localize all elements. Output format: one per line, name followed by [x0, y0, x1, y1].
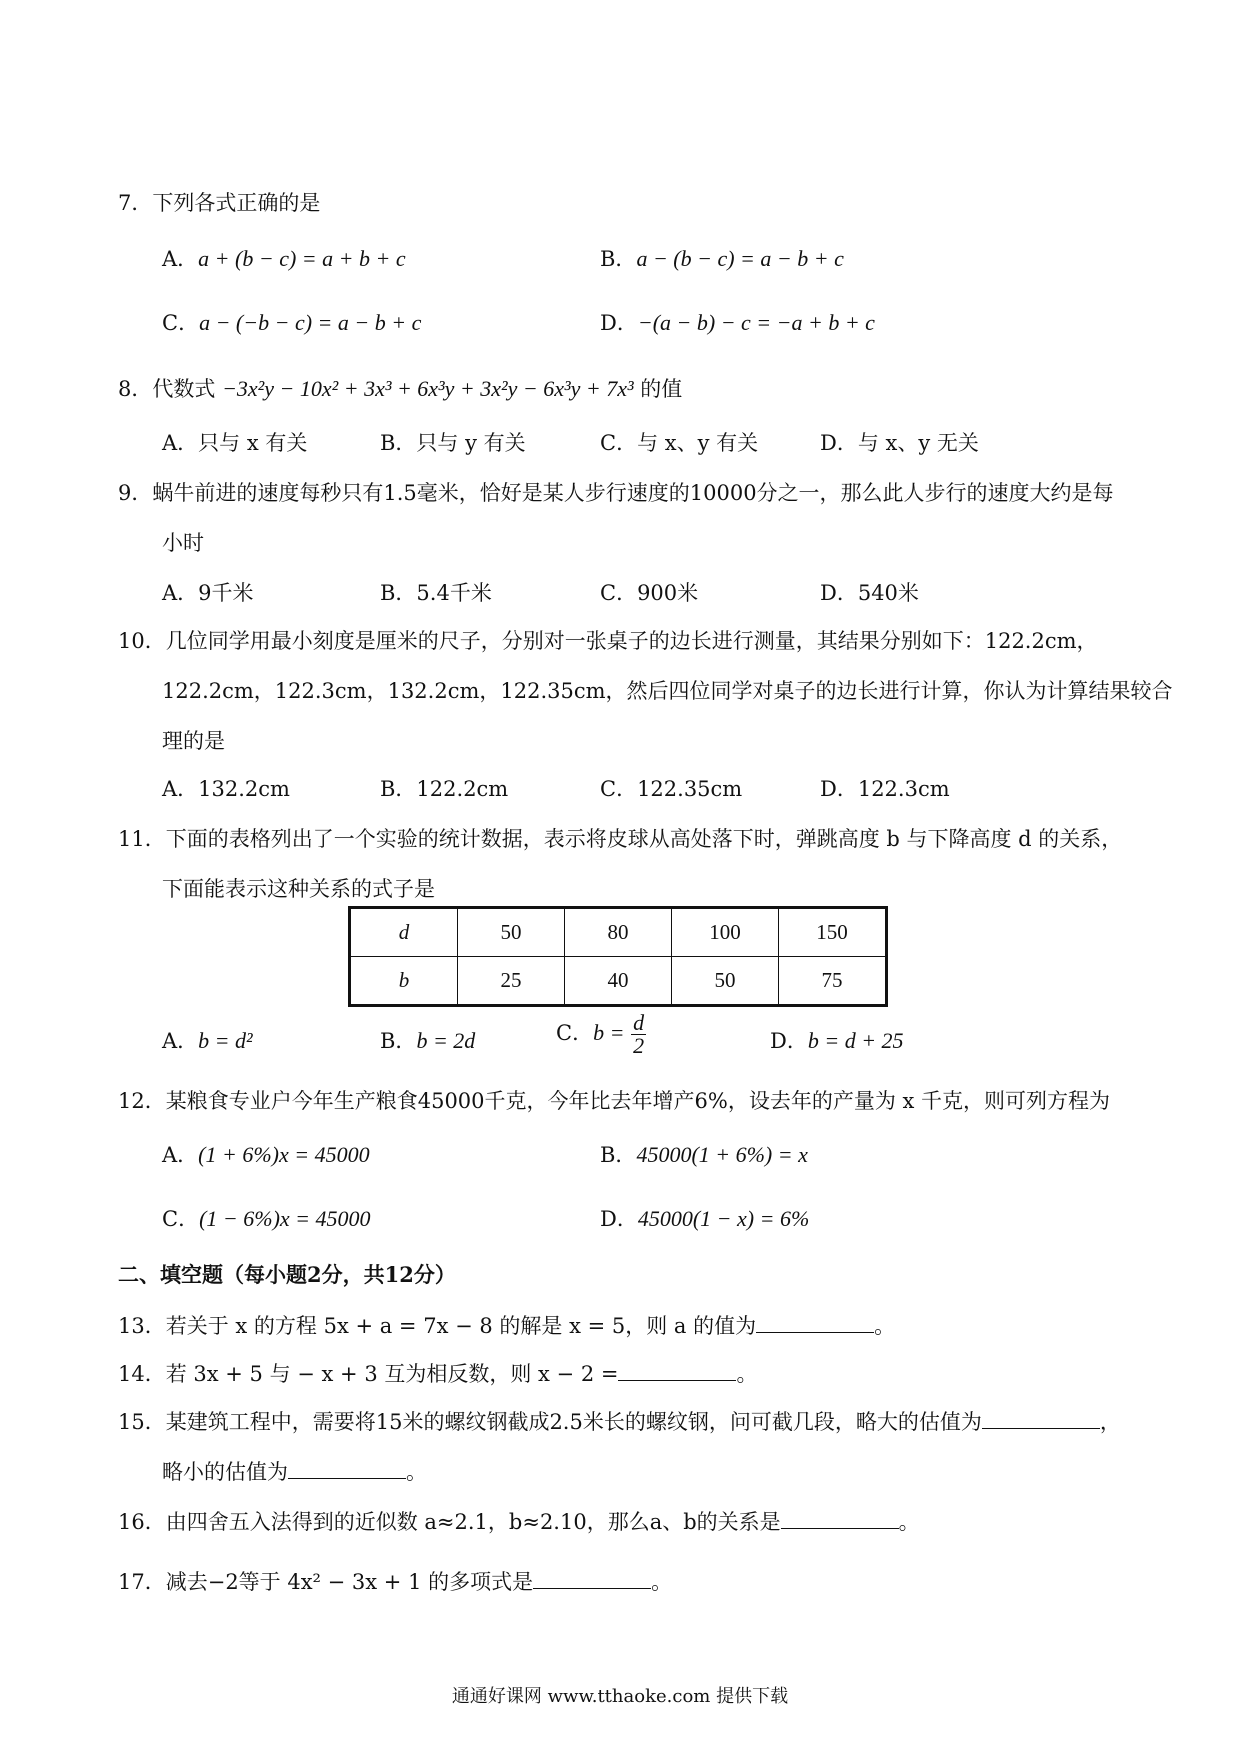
- q8-option-d: D．与 x、y 无关: [820, 431, 979, 455]
- answer-blank[interactable]: [618, 1358, 736, 1381]
- q10-option-a: A．132.2cm: [162, 777, 290, 801]
- table-cell: 100: [672, 908, 779, 957]
- q12-option-d: [600, 1204, 809, 1234]
- question-12-stem: 12．某粮食专业户今年生产粮食45000千克，今年比去年增产6%，设去年的产量为 x 千克，则可列方程为: [118, 1089, 1111, 1113]
- option-letter: B．: [380, 1029, 417, 1053]
- table-cell: 75: [779, 957, 887, 1006]
- table-cell: 80: [565, 908, 672, 957]
- question-8-stem: [118, 374, 682, 404]
- q13-text: 13．若关于 x 的方程 5x + a = 7x − 8 的解是 x = 5，则 a 的值为: [118, 1314, 757, 1338]
- option-letter: D．: [600, 1207, 638, 1231]
- table-row: [350, 957, 887, 1006]
- q11-option-d: [770, 1026, 904, 1056]
- q16-text: 16．由四舍五入法得到的近似数 a≈2.1，b≈2.10，那么a、b的关系是: [118, 1510, 781, 1534]
- q8-option-a: A．只与 x 有关: [162, 431, 308, 455]
- q7-d-expression: −(a − b) − c = −a + b + c: [637, 310, 875, 335]
- q9-option-d: D．540米: [820, 581, 919, 605]
- q8-option-b: B．只与 y 有关: [380, 431, 526, 455]
- q8-expression: −3x²y − 10x² + 3x³ + 6x³y + 3x²y − 6x³y + 7x³: [222, 376, 634, 401]
- q7-c-expression: a − (−b − c) = a − b + c: [199, 310, 422, 335]
- q11-option-b: [380, 1026, 475, 1056]
- q12-d-expression: 45000(1 − x) = 6%: [637, 1206, 810, 1231]
- option-letter: B．: [600, 1143, 637, 1167]
- q9-option-b: B．5.4千米: [380, 581, 492, 605]
- q11-a-expression: b = d²: [198, 1028, 253, 1053]
- fraction-numerator: d: [633, 1010, 645, 1035]
- q17-text: 17．减去−2等于 4x² − 3x + 1 的多项式是: [118, 1570, 534, 1594]
- question-16: [118, 1506, 920, 1537]
- q11-b-expression: b = 2d: [416, 1028, 476, 1053]
- table-cell: d: [350, 908, 458, 957]
- option-letter: B．: [600, 247, 637, 271]
- table-cell: 25: [458, 957, 565, 1006]
- page-footer: 通通好课网 www.tthaoke.com 提供下载: [451, 1686, 789, 1707]
- table-cell: 50: [672, 957, 779, 1006]
- answer-blank[interactable]: [781, 1506, 899, 1529]
- q11-option-c: [556, 1012, 646, 1057]
- q12-a-expression: (1 + 6%)x = 45000: [198, 1142, 370, 1167]
- option-letter: D．: [770, 1029, 808, 1053]
- q15-end1: ，: [1099, 1410, 1121, 1434]
- question-11-stem-line1: 11．下面的表格列出了一个实验的统计数据，表示将皮球从高处落下时，弹跳高度 b 与下降高度 d 的关系，: [118, 827, 1123, 851]
- table-cell: 150: [779, 908, 887, 957]
- option-letter: A．: [162, 247, 199, 271]
- section-heading: 二、填空题（每小题2分，共12分）: [118, 1262, 456, 1287]
- q15-text: 15．某建筑工程中，需要将15米的螺纹钢截成2.5米长的螺纹钢，问可截几段，略大的估值为: [118, 1410, 982, 1434]
- option-letter: C．: [556, 1021, 594, 1045]
- q8-prefix: 8．代数式: [118, 377, 216, 401]
- table-cell: 40: [565, 957, 672, 1006]
- question-7-stem: 7．下列各式正确的是: [118, 191, 321, 215]
- question-14: [118, 1358, 757, 1389]
- table-row: [350, 908, 887, 957]
- option-letter: C．: [162, 311, 200, 335]
- q15-end2: 。: [406, 1460, 427, 1484]
- q7-option-d: [600, 308, 875, 338]
- data-table: [348, 906, 888, 1007]
- answer-blank[interactable]: [533, 1566, 651, 1589]
- q12-c-expression: (1 − 6%)x = 45000: [199, 1206, 371, 1231]
- question-15-line2: [162, 1456, 427, 1487]
- q8-option-c: C．与 x、y 有关: [600, 431, 759, 455]
- question-11-stem-line2: 下面能表示这种关系的式子是: [162, 877, 435, 901]
- option-letter: A．: [162, 1143, 199, 1167]
- q7-option-c: [162, 308, 421, 338]
- q7-b-expression: a − (b − c) = a − b + c: [636, 246, 844, 271]
- question-17: [118, 1566, 672, 1597]
- answer-blank[interactable]: [756, 1310, 874, 1333]
- q11-c-fraction: [631, 1012, 646, 1057]
- question-9-stem-line1: 9．蜗牛前进的速度每秒只有1.5毫米，恰好是某人步行速度的10000分之一，那么此人步行的速度大约是每: [118, 481, 1114, 505]
- q14-end: 。: [736, 1362, 758, 1386]
- question-10-stem-line3: 理的是: [162, 729, 225, 753]
- q7-option-a: [162, 244, 406, 274]
- question-13: [118, 1310, 895, 1341]
- table-cell: 50: [458, 908, 565, 957]
- option-letter: A．: [162, 1029, 199, 1053]
- option-letter: C．: [162, 1207, 200, 1231]
- q11-c-lhs: b =: [593, 1020, 625, 1045]
- question-9-stem-line2: 小时: [162, 531, 204, 555]
- question-15-line1: [118, 1406, 1121, 1437]
- answer-blank[interactable]: [982, 1406, 1100, 1429]
- table-cell: b: [350, 957, 458, 1006]
- q17-end: 。: [651, 1570, 673, 1594]
- q16-end: 。: [898, 1510, 920, 1534]
- q14-text: 14．若 3x + 5 与 − x + 3 互为相反数，则 x − 2 =: [118, 1362, 619, 1386]
- q10-option-b: B．122.2cm: [380, 777, 509, 801]
- q7-a-expression: a + (b − c) = a + b + c: [198, 246, 406, 271]
- q12-option-c: [162, 1204, 371, 1234]
- q12-option-b: [600, 1140, 808, 1170]
- q13-end: 。: [874, 1314, 896, 1338]
- answer-blank[interactable]: [288, 1456, 406, 1479]
- q8-suffix: 的值: [640, 377, 683, 401]
- q7-option-b: [600, 244, 844, 274]
- q12-option-a: [162, 1140, 370, 1170]
- option-letter: D．: [600, 311, 638, 335]
- fraction-denominator: 2: [633, 1033, 645, 1058]
- question-10-stem-line2: 122.2cm，122.3cm，132.2cm，122.35cm，然后四位同学对桌子的边长进行计算，你认为计算结果较合: [162, 679, 1173, 703]
- q15-text2: 略小的估值为: [162, 1460, 288, 1484]
- question-10-stem-line1: 10．几位同学用最小刻度是厘米的尺子，分别对一张桌子的边长进行测量，其结果分别如下：122.2cm，: [118, 629, 1098, 653]
- q9-option-a: A．9千米: [162, 581, 254, 605]
- q9-option-c: C．900米: [600, 581, 699, 605]
- q10-option-c: C．122.35cm: [600, 777, 743, 801]
- q11-option-a: [162, 1026, 253, 1056]
- q12-b-expression: 45000(1 + 6%) = x: [636, 1142, 808, 1167]
- q10-option-d: D．122.3cm: [820, 777, 950, 801]
- q11-d-expression: b = d + 25: [807, 1028, 904, 1053]
